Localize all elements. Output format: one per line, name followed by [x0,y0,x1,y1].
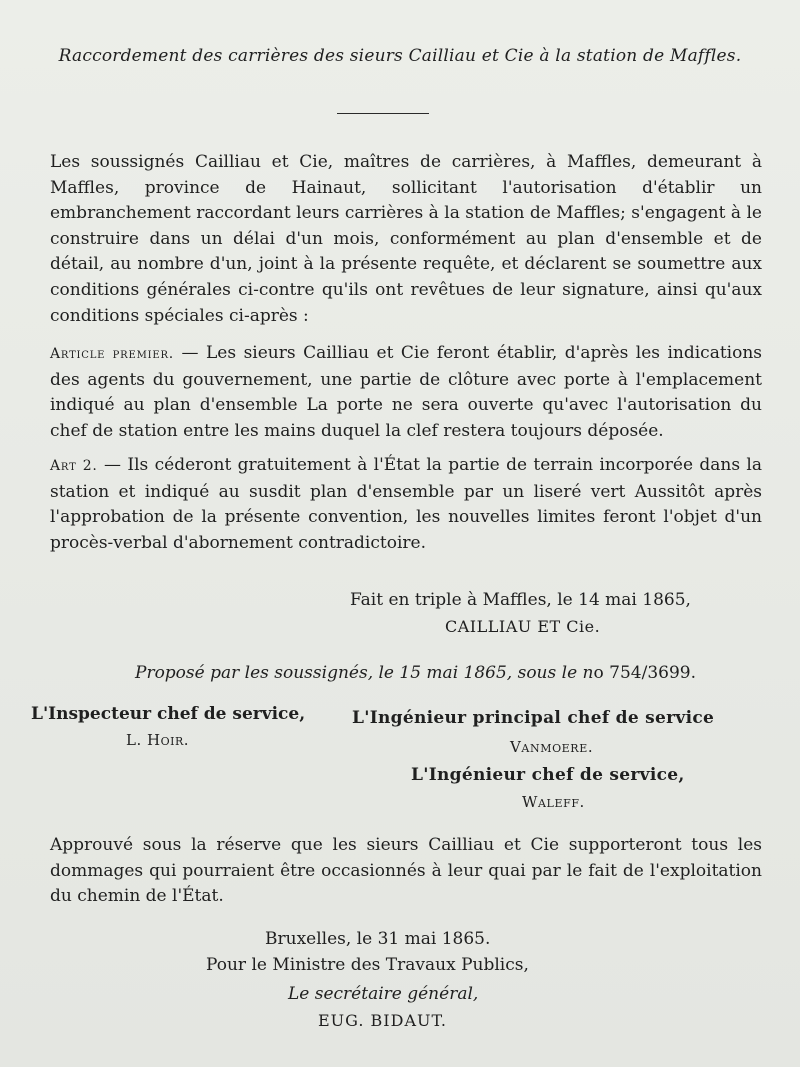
principal-engineer-name: Vanmoere. [510,738,594,756]
article-1-text: — Les sieurs Cailliau et Cie feront établir, d'après les indications des agents du gouvernement, une partie de clôture avec porte à l'emplacement indiqué au plan d'ensemble La porte ne sera ouverte qu'avec l'autorisation du chef de station entre les mains duquel la clef restera toujours déposée. [50,343,763,441]
propose-line-text: Proposé par les soussignés, le 15 mai 1865, sous le n [135,663,594,683]
propose-line [135,663,696,683]
article-2-lead: Art 2. [50,458,98,474]
article-2-text: — Ils céderont gratuitement à l'État la partie de terrain incorporée dans la station et indiqué au susdit plan d'ensemble par un liseré vert Aussitôt après l'approbation de la présente convention, les nouvelles limites feront l'objet d'un procès-verbal d'abornement contradictoire. [50,455,762,553]
closing-place-date: Bruxelles, le 31 mai 1865. [265,929,491,949]
inspector-name: L. Hoir. [126,731,189,749]
article-1-lead: Article premier. [50,346,175,362]
inspector-title: L'Inspecteur chef de service, [31,704,306,724]
principal-engineer-title: L'Ingénieur principal chef de service [352,708,715,728]
approval-paragraph: Approuvé sous la réserve que les sieurs Cailliau et Cie supporteront tous les dommages qui pourraient être occasionnés à leur quai par le fait de l'exploitation du chemin de l'État. [50,835,762,907]
article-1-paragraph [50,341,762,444]
chief-engineer-name: Waleff. [522,793,585,811]
document-title: Raccordement des carrières des sieurs Cailliau et Cie à la station de Maffles. [58,46,742,66]
propose-line-number: o 754/3699. [593,663,696,683]
article-2-paragraph [50,453,762,556]
closing-secretary-title: Le secrétaire général, [288,984,479,1004]
company-signature: CAILLIAU ET Cie. [445,617,601,636]
chief-engineer-title: L'Ingénieur chef de service, [411,765,685,785]
title-divider [337,113,429,114]
fait-line: Fait en triple à Maffles, le 14 mai 1865, [350,590,691,610]
closing-secretary-name: EUG. BIDAUT. [318,1011,447,1030]
closing-for-minister: Pour le Ministre des Travaux Publics, [206,955,529,975]
intro-paragraph: Les soussignés Cailliau et Cie, maîtres de carrières, à Maffles, demeurant à Maffles, province de Hainaut, sollicitant l'autorisation d'établir un embranchement raccordant leurs carrières à la station de Maffles; s'engagent à le construire dans un délai d'un mois, conformément au plan d'ensemble et de détail, au nombre d'un, joint à la présente requête, et déclarent se soumettre aux conditions générales ci-contre qu'ils ont revêtues de leur signature, ainsi qu'aux conditions spéciales ci-après : [50,152,762,326]
